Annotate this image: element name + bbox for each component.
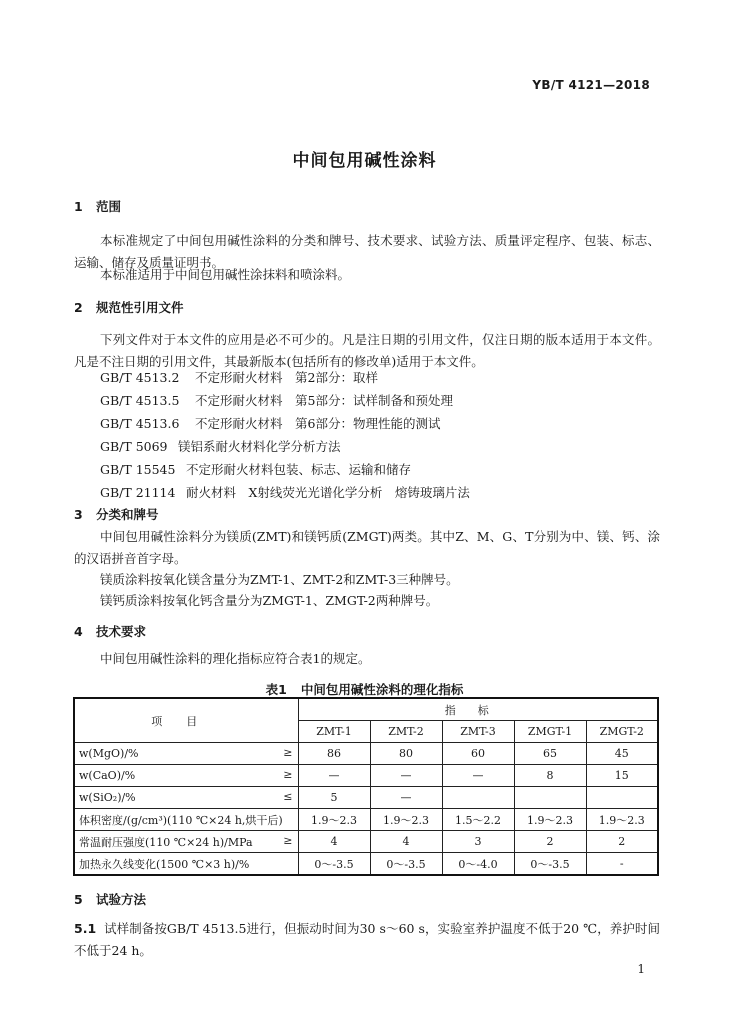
table-cell: 0～-3.5 [514,853,586,876]
table-cell: — [370,765,442,787]
table-column-header: ZMT-3 [442,721,514,743]
reference-item: GB/T 15545 不定形耐火材料包装、标志、运输和储存 [100,462,412,477]
table-row [74,765,658,787]
table-cell: 0～-3.5 [370,853,442,876]
spec-table [73,697,659,876]
table-column-header: ZMGT-2 [586,721,658,743]
table-cell: 1.9～2.3 [298,809,370,831]
section-3-paragraph-3: 镁钙质涂料按氧化钙含量分为ZMGT-1、ZMGT-2两种牌号。 [100,593,439,608]
reference-item: GB/T 21114 耐火材料 X射线荧光光谱化学分析 熔铸玻璃片法 [100,485,470,500]
table-cell: 1.9～2.3 [586,809,658,831]
table-cell: 0～-4.0 [442,853,514,876]
clause-5-1: 5.1 试样制备按GB/T 4513.5进行，但振动时间为30 s～60 s，实验室养护温度不低于20 ℃，养护时间不低于24 h。 [74,921,660,958]
table-cell: 60 [442,743,514,765]
section-4-heading: 4 技术要求 [74,624,147,639]
row-item: w(CaO)/% ≥ [74,765,298,787]
table-row [74,853,658,876]
table-row [74,831,658,853]
table-column-header: ZMGT-1 [514,721,586,743]
table-cell: 1.9～2.3 [514,809,586,831]
section-2-paragraph-1: 下列文件对于本文件的应用是必不可少的。凡是注日期的引用文件，仅注日期的版本适用于本文件。凡是不注日期的引用文件，其最新版本(包括所有的修改单)适用于本文件。 [74,332,660,369]
section-3-paragraph-2: 镁质涂料按氧化镁含量分为ZMT-1、ZMT-2和ZMT-3三种牌号。 [100,572,459,587]
table-caption: 表1 中间包用碱性涂料的理化指标 [265,682,464,697]
table-cell: 5 [298,787,370,809]
table-header-indicators: 指标 [298,698,658,721]
reference-item: GB/T 4513.6 不定形耐火材料 第6部分：物理性能的测试 [100,416,441,431]
table-cell: 8 [514,765,586,787]
row-item: 常温耐压强度(110 ℃×24 h)/MPa ≥ [74,831,298,853]
table-cell: — [370,787,442,809]
section-3-heading: 3 分类和牌号 [74,507,159,522]
table-row [74,809,658,831]
page-number: 1 [637,962,645,976]
section-1-paragraph-1: 本标准规定了中间包用碱性涂料的分类和牌号、技术要求、试验方法、质量评定程序、包装、标志、运输、储存及质量证明书。 [74,233,660,270]
reference-item: GB/T 5069 镁铝系耐火材料化学分析方法 [100,439,341,454]
table-cell: 3 [442,831,514,853]
table-cell: 65 [514,743,586,765]
table-cell: - [586,853,658,876]
section-4-paragraph-1: 中间包用碱性涂料的理化指标应符合表1的规定。 [100,651,371,666]
table-column-header: ZMT-2 [370,721,442,743]
table-cell: 1.5～2.2 [442,809,514,831]
table-row [74,743,658,765]
table-cell: 45 [586,743,658,765]
document-code: YB/T 4121—2018 [532,78,650,92]
table-cell: 0～-3.5 [298,853,370,876]
row-item: w(SiO₂)/% ≤ [74,787,298,809]
row-item: 体积密度/(g/cm³)(110 ℃×24 h,烘干后) [74,809,298,831]
document-title: 中间包用碱性涂料 [292,151,437,171]
table-header-item: 项目 [74,698,298,743]
section-1-paragraph-2: 本标准适用于中间包用碱性涂抹料和喷涂料。 [100,267,351,282]
section-5-heading: 5 试验方法 [74,892,147,907]
table-column-header: ZMT-1 [298,721,370,743]
reference-item: GB/T 4513.5 不定形耐火材料 第5部分：试样制备和预处理 [100,393,453,408]
table-row [74,787,658,809]
table-cell: 2 [586,831,658,853]
table-cell: 15 [586,765,658,787]
table-cell: — [298,765,370,787]
section-1-heading: 1 范围 [74,199,122,214]
table-cell: — [442,765,514,787]
row-item: w(MgO)/% ≥ [74,743,298,765]
row-item: 加热永久线变化(1500 ℃×3 h)/% [74,853,298,876]
table-cell: 4 [370,831,442,853]
table-cell [586,787,658,809]
table-cell [442,787,514,809]
table-cell: 2 [514,831,586,853]
table-cell: 1.9～2.3 [370,809,442,831]
table-cell: 80 [370,743,442,765]
table-cell [514,787,586,809]
table-cell: 86 [298,743,370,765]
table-cell: 4 [298,831,370,853]
reference-item: GB/T 4513.2 不定形耐火材料 第2部分：取样 [100,370,378,385]
section-2-heading: 2 规范性引用文件 [74,300,184,315]
section-3-paragraph-1: 中间包用碱性涂料分为镁质(ZMT)和镁钙质(ZMGT)两类。其中Z、M、G、T分别为中、镁、钙、涂的汉语拼音首字母。 [74,529,660,566]
